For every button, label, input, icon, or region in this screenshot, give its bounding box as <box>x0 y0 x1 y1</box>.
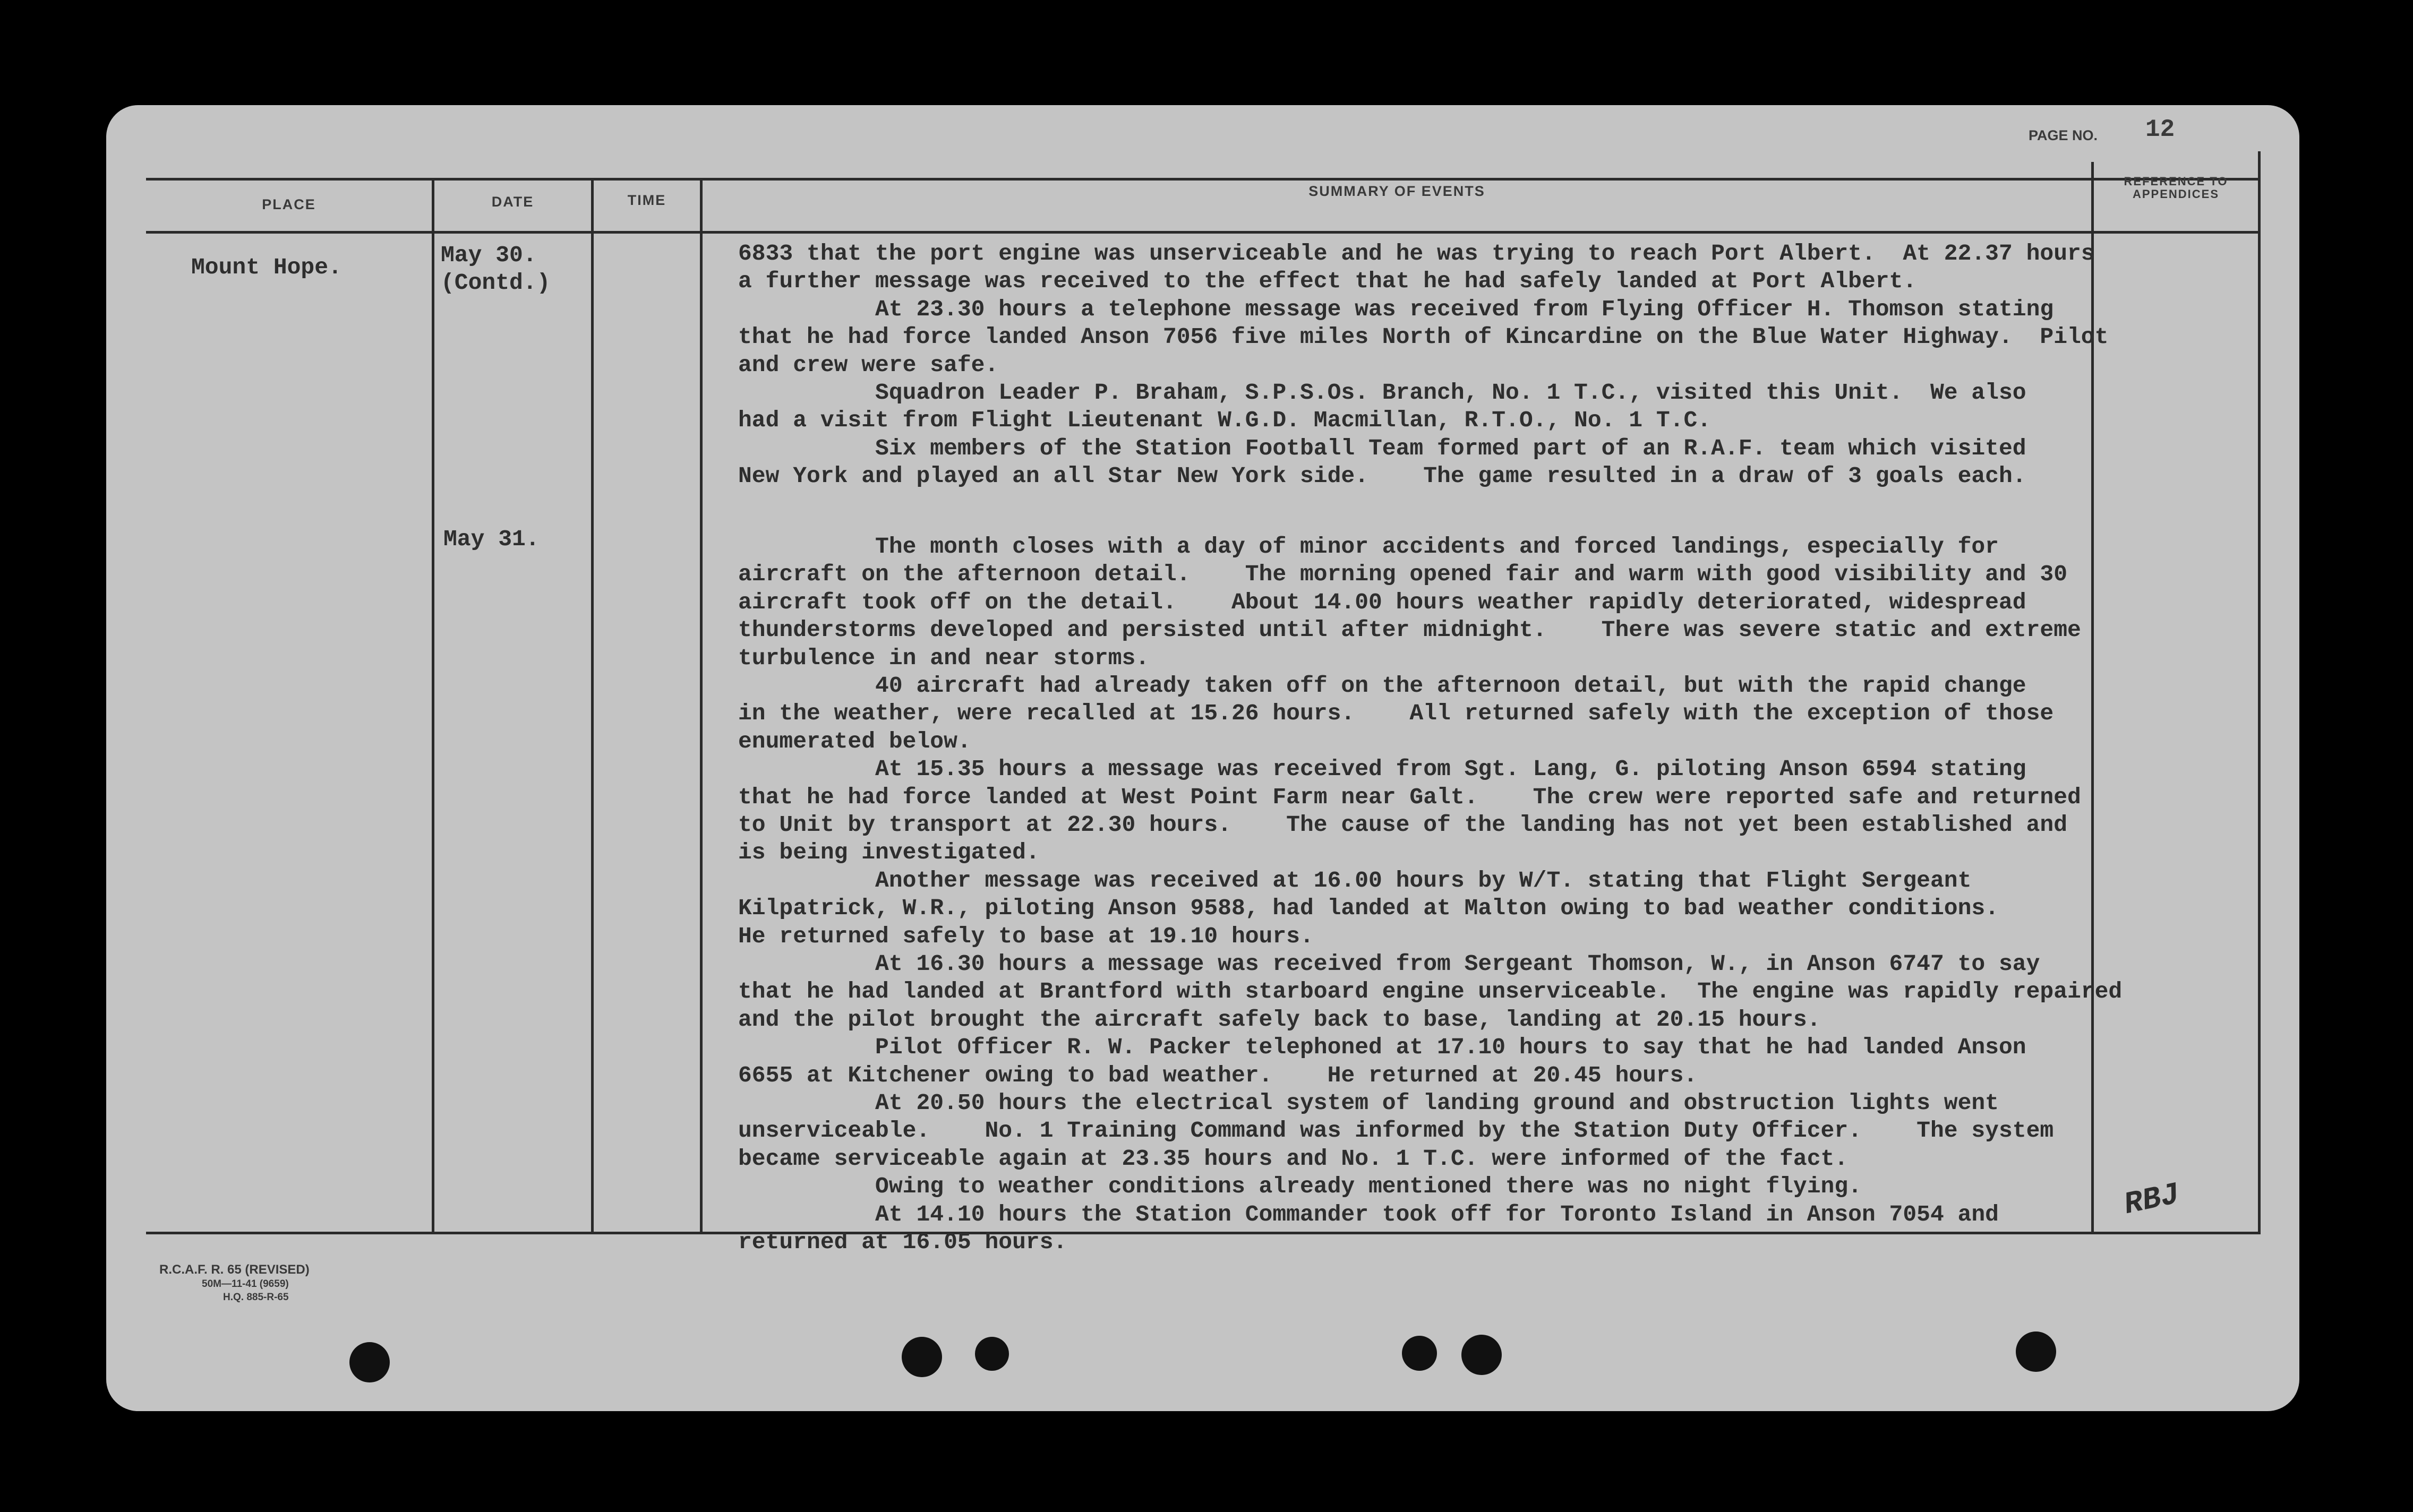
summary-line: that he had force landed Anson 7056 five miles North of Kincardine on the Blue Water Highway. Pilot <box>738 324 2109 350</box>
form-id-line-1: R.C.A.F. R. 65 (REVISED) <box>159 1262 310 1277</box>
punch-hole <box>2016 1331 2056 1372</box>
summary-line: Another message was received at 16.00 hours by W/T. stating that Flight Sergeant <box>738 867 1972 894</box>
summary-line: At 20.50 hours the electrical system of landing ground and obstruction lights went <box>738 1090 1999 1116</box>
header-top-rule <box>146 178 2260 181</box>
column-rule-3 <box>700 178 703 1234</box>
summary-line: aircraft took off on the detail. About 14.00 hours weather rapidly deteriorated, widespread <box>738 589 2026 615</box>
header-date: DATE <box>491 194 534 210</box>
summary-line: At 23.30 hours a telephone message was received from Flying Officer H. Thomson stating <box>738 296 2054 322</box>
punch-hole <box>1402 1336 1437 1371</box>
page-number: 12 <box>2145 116 2175 143</box>
header-reference: REFERENCE TO APPENDICES <box>2124 175 2228 201</box>
column-rule-2 <box>591 178 594 1234</box>
summary-line: Owing to weather conditions already mentioned there was no night flying. <box>738 1173 1862 1200</box>
summary-line: aircraft on the afternoon detail. The morning opened fair and warm with good visibility and 30 <box>738 561 2068 588</box>
summary-line: He returned safely to base at 19.10 hours. <box>738 923 1314 949</box>
page-number-label: PAGE NO. <box>2029 127 2098 143</box>
summary-line: is being investigated. <box>738 839 1040 866</box>
punch-hole <box>1461 1335 1502 1375</box>
summary-line: Pilot Officer R. W. Packer telephoned at 17.10 hours to say that he had landed Anson <box>738 1034 2026 1061</box>
initials-signature: RBJ <box>2121 1177 2183 1223</box>
summary-line: that he had force landed at West Point Farm near Galt. The crew were reported safe and returned <box>738 784 2081 810</box>
summary-line: became serviceable again at 23.35 hours and No. 1 T.C. were informed of the fact. <box>738 1145 1849 1172</box>
summary-line: At 14.10 hours the Station Commander took off for Toronto Island in Anson 7054 and <box>738 1201 1999 1227</box>
summary-line: Squadron Leader P. Braham, S.P.S.Os. Branch, No. 1 T.C., visited this Unit. We also <box>738 380 2026 406</box>
summary-line: Kilpatrick, W.R., piloting Anson 9588, had landed at Malton owing to bad weather conditions. <box>738 895 1999 922</box>
summary-line: New York and played an all Star New York side. The game resulted in a draw of 3 goals each. <box>738 463 2026 489</box>
header-place: PLACE <box>262 196 316 212</box>
punch-hole <box>902 1337 942 1377</box>
summary-line: and crew were safe. <box>738 351 999 378</box>
summary-line: At 16.30 hours a message was received from Sergeant Thomson, W., in Anson 6747 to say <box>738 951 2040 977</box>
summary-line: had a visit from Flight Lieutenant W.G.D. Macmillan, R.T.O., No. 1 T.C. <box>738 407 1712 434</box>
summary-line: and the pilot brought the aircraft safely back to base, landing at 20.15 hours. <box>738 1006 1821 1033</box>
summary-line: enumerated below. <box>738 728 971 754</box>
form-id-line-3: H.Q. 885-R-65 <box>223 1292 289 1303</box>
summary-line: returned at 16.05 hours. <box>738 1229 1067 1255</box>
summary-line: 6655 at Kitchener owing to bad weather. He returned at 20.45 hours. <box>738 1062 1698 1088</box>
summary-line: Six members of the Station Football Team formed part of an R.A.F. team which visited <box>738 435 2026 461</box>
header-bottom-rule <box>146 231 2260 234</box>
header-summary: SUMMARY OF EVENTS <box>1308 183 1485 199</box>
summary-line: 6833 that the port engine was unserviceable and he was trying to reach Port Albert. At 22.37 hours <box>738 240 2095 267</box>
summary-line: unserviceable. No. 1 Training Command was informed by the Station Duty Officer. The system <box>738 1118 2054 1144</box>
summary-line: that he had landed at Brantford with starboard engine unserviceable. The engine was rapidly repaired <box>738 978 2123 1005</box>
summary-line: in the weather, were recalled at 15.26 hours. All returned safely with the exception of those <box>738 700 2054 727</box>
summary-line: a further message was received to the effect that he had safely landed at Port Albert. <box>738 268 1917 295</box>
date-entry-2: May 31. <box>443 526 540 552</box>
column-rule-5 <box>2258 151 2261 1234</box>
column-rule-4 <box>2091 162 2094 1234</box>
summary-line: to Unit by transport at 22.30 hours. The cause of the landing has not yet been established and <box>738 812 2068 838</box>
summary-line: The month closes with a day of minor accidents and forced landings, especially for <box>738 534 1999 560</box>
place-entry: Mount Hope. <box>191 254 342 280</box>
summary-line: At 15.35 hours a message was received from Sgt. Lang, G. piloting Anson 6594 stating <box>738 756 2026 783</box>
summary-line: 40 aircraft had already taken off on the afternoon detail, but with the rapid change <box>738 673 2026 699</box>
column-rule-1 <box>432 178 434 1234</box>
header-time: TIME <box>627 192 666 208</box>
summary-line: turbulence in and near storms. <box>738 645 1150 671</box>
bottom-rule <box>146 1232 2260 1234</box>
punch-hole <box>349 1342 390 1382</box>
summary-line: thunderstorms developed and persisted until after midnight. There was severe static and extreme <box>738 617 2081 643</box>
form-id-line-2: 50M—11-41 (9659) <box>202 1278 289 1290</box>
punch-hole <box>975 1337 1009 1371</box>
date-entry-1: May 30. (Contd.) <box>441 242 551 296</box>
